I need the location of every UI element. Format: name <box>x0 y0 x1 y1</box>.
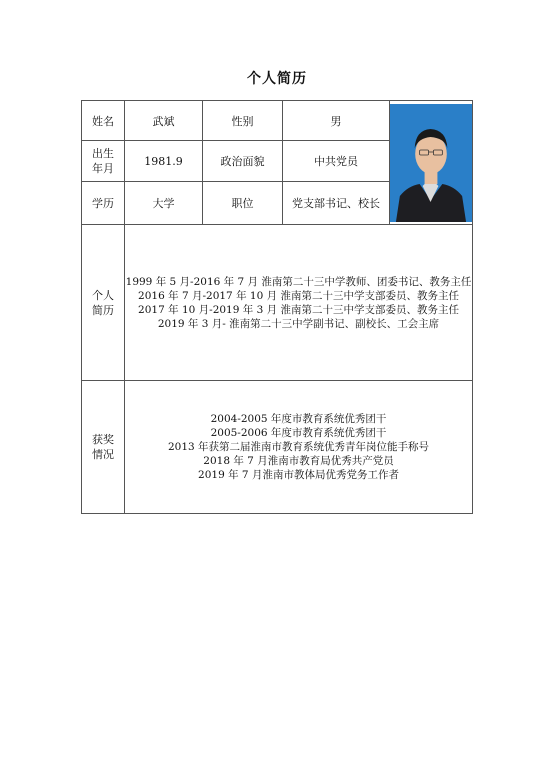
birth-label-line2: 年月 <box>92 162 114 175</box>
resume-entry: 2019 年 3 月- 淮南第二十三中学副书记、副校长、工会主席 <box>157 317 440 330</box>
portrait-photo <box>390 104 472 222</box>
name-value: 武斌 <box>125 101 203 141</box>
award-entry: 2019 年 7 月淮南市教体局优秀党务工作者 <box>198 469 399 481</box>
award-entry: 2013 年获第二届淮南市教育系统优秀青年岗位能手称号 <box>167 441 430 453</box>
resume-label-line2: 简历 <box>92 303 114 317</box>
position-value: 党支部书记、校长 <box>283 182 390 225</box>
page-title: 个人简历 <box>247 71 307 87</box>
photo-cell <box>390 101 473 225</box>
resume-entry: 2016 年 7 月-2017 年 10 月 淮南第二十三中学支部委员、教务主任 <box>138 289 459 302</box>
awards-label <box>82 381 125 514</box>
award-entry: 2018 年 7 月淮南市教育局优秀共产党员 <box>203 455 394 467</box>
birth-label <box>82 141 125 182</box>
awards-label-line2: 情况 <box>92 448 114 461</box>
award-entry: 2004-2005 年度市教育系统优秀团干 <box>210 413 387 425</box>
awards-label-line1: 获奖 <box>92 433 114 446</box>
education-value: 大学 <box>125 182 203 225</box>
birth-label-line1: 出生 <box>92 147 114 160</box>
resume-entry: 1999 年 5 月-2016 年 7 月 淮南第二十三中学教师、团委书记、教务主任 <box>125 275 472 288</box>
name-label: 姓名 <box>82 101 125 141</box>
position-label: 职位 <box>203 182 283 225</box>
resume-entries <box>125 225 473 381</box>
gender-value: 男 <box>283 101 390 141</box>
politics-label: 政治面貌 <box>203 141 283 182</box>
politics-value: 中共党员 <box>283 141 390 182</box>
award-entry: 2005-2006 年度市教育系统优秀团干 <box>210 427 387 439</box>
education-label: 学历 <box>82 182 125 225</box>
birth-value: 1981.9 <box>125 141 203 182</box>
resume-table <box>81 100 473 514</box>
resume-entry: 2017 年 10 月-2019 年 3 月 淮南第二十三中学支部委员、教务主任 <box>138 303 459 316</box>
awards-entries <box>125 381 473 514</box>
resume-label-line1: 个人 <box>92 288 114 302</box>
gender-label: 性别 <box>203 101 283 141</box>
resume-label <box>82 225 125 381</box>
